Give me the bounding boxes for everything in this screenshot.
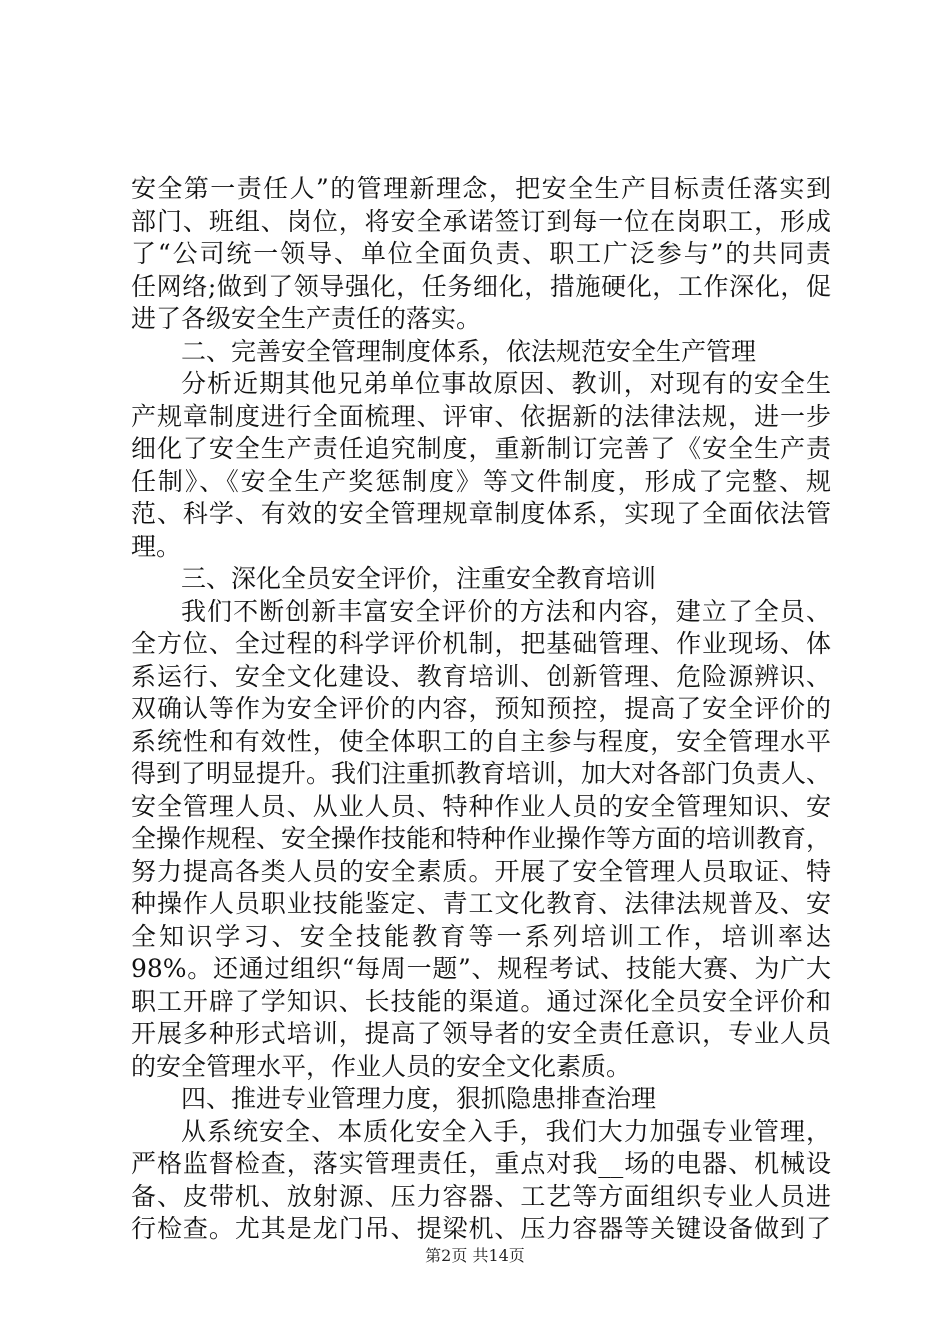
text-line: 开展多种形式培训，提高了领导者的安全责任意识，专业人员 (131, 1019, 831, 1048)
text-line: 理。 (131, 531, 182, 561)
section-heading-2: 二、完善安全管理制度体系，依法规范安全生产管理 (181, 336, 757, 366)
text-line: 任制》、《安全生产奖惩制度》等文件制度，形成了完整、规 (131, 466, 831, 496)
section-heading-4: 四、推进专业管理力度，狠抓隐患排查治理 (181, 1084, 657, 1113)
text-line: 行检查。尤其是龙门吊、提梁机、压力容器等关键设备做到了 (131, 1214, 831, 1243)
text-line: 部门、班组、岗位，将安全承诺签订到每一位在岗职工，形成 (131, 206, 831, 236)
text-line: 双确认等作为安全评价的内容，预知预控，提高了安全评价的 (131, 694, 831, 723)
text-line: 98%。还通过组织“每周一题”、规程考试、技能大赛、为广大 (131, 954, 831, 983)
text-line: 安全管理人员、从业人员、特种作业人员的安全管理知识、安 (131, 791, 831, 821)
text-line: 种操作人员职业技能鉴定、青工文化教育、法律法规普及、安 (131, 889, 831, 918)
text-line: 任网络;做到了领导强化，任务细化，措施硬化，工作深化，促 (131, 271, 831, 301)
text-line: 全知识学习、安全技能教育等一系列培训工作，培训率达 (131, 921, 831, 951)
text-line: 全方位、全过程的科学评价机制，把基础管理、作业现场、体 (131, 629, 831, 658)
text-line: 了“公司统一领导、单位全面负责、职工广泛参与”的共同责 (131, 239, 831, 268)
text-line: 范、科学、有效的安全管理规章制度体系，实现了全面依法管 (131, 499, 831, 528)
text-line: 产规章制度进行全面梳理、评审、依据新的法律法规，进一步 (131, 401, 831, 431)
text-line: 备、皮带机、放射源、压力容器、工艺等方面组织专业人员进 (131, 1181, 831, 1211)
text-line: 努力提高各类人员的安全素质。开展了安全管理人员取证、特 (131, 856, 831, 886)
text-line: 我们不断创新丰富安全评价的方法和内容，建立了全员、 (181, 596, 831, 626)
page-footer: 第2页 共14页 (425, 1246, 525, 1265)
text-line: 系统性和有效性，使全体职工的自主参与程度，安全管理水平 (131, 726, 831, 756)
text-line: 从系统安全、本质化安全入手，我们大力加强专业管理， (181, 1116, 831, 1146)
text-line: 细化了安全生产责任追究制度，重新制订完善了《安全生产责 (131, 434, 831, 463)
text-line: 职工开辟了学知识、长技能的渠道。通过深化全员安全评价和 (131, 986, 831, 1016)
text-line: 得到了明显提升。我们注重抓教育培训，加大对各部门负责人、 (131, 759, 832, 788)
text-line: 的安全管理水平，作业人员的安全文化素质。 (131, 1051, 632, 1081)
text-line: 系运行、安全文化建设、教育培训、创新管理、危险源辨识、 (131, 661, 831, 691)
text-line: 进了各级安全生产责任的落实。 (131, 304, 482, 333)
document-body (131, 173, 831, 1246)
text-line: 严格监督检查，落实管理责任，重点对我__场的电器、机械设 (131, 1149, 831, 1178)
text-line: 全操作规程、安全操作技能和特种作业操作等方面的培训教育， (131, 824, 832, 853)
section-heading-3: 三、深化全员安全评价，注重安全教育培训 (181, 564, 657, 593)
text-line: 分析近期其他兄弟单位事故原因、教训，对现有的安全生 (181, 369, 831, 398)
text-line: 安全第一责任人”的管理新理念，把安全生产目标责任落实到 (131, 174, 831, 203)
